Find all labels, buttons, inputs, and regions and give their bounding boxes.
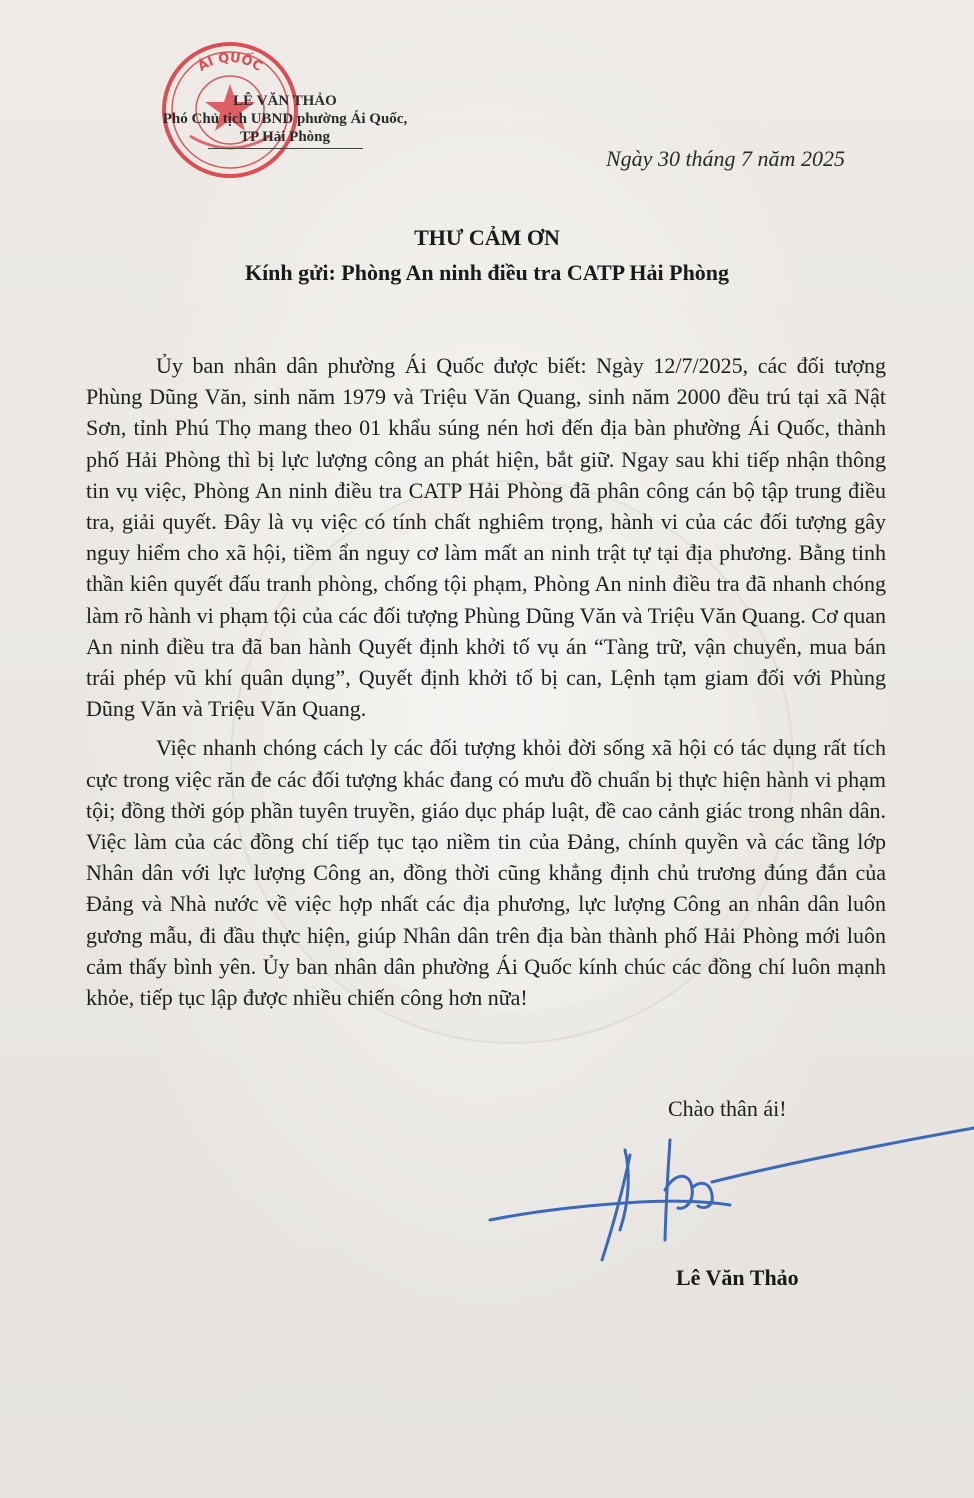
letter-body (86, 350, 886, 1013)
issuer-position: Phó Chủ tịch UBND phường Ái Quốc, (162, 111, 408, 127)
letter-title: THƯ CẢM ƠN (414, 225, 560, 250)
closing-greeting: Chào thân ái! (668, 1096, 787, 1121)
handwritten-signature (480, 1110, 974, 1280)
body-paragraph-1: Ủy ban nhân dân phường Ái Quốc được biết: Ngày 12/7/2025, các đối tượng Phùng Dũng Văn, sinh năm 1979 và Triệu Văn Quang, sinh năm 2000 đều trú tại xã Nật Sơn, tỉnh Phú Thọ mang theo 01 khẩu súng nén hơi đến địa bàn phường Ái Quốc, thành phố Hải Phòng thì bị lực lượng công an phát hiện, bắt giữ. Ngay sau khi tiếp nhận thông tin vụ việc, Phòng An ninh điều tra CATP Hải Phòng đã phân công cán bộ tập trung điều tra, giải quyết. Đây là vụ việc có tính chất nghiêm trọng, hành vi của các đối tượng gây nguy hiểm cho xã hội, tiềm ẩn nguy cơ làm mất an ninh trật tự tại địa phương. Bằng tinh thần kiên quyết đấu tranh phòng, chống tội phạm, Phòng An ninh điều tra đã nhanh chóng làm rõ hành vi phạm tội của các đối tượng Phùng Dũng Văn và Triệu Văn Quang. Cơ quan An ninh điều tra đã ban hành Quyết định khởi tố vụ án “Tàng trữ, vận chuyển, mua bán trái phép vũ khí quân dụng”, Quyết định khởi tố bị can, Lệnh tạm giam đối với Phùng Dũng Văn và Triệu Văn Quang. (86, 353, 886, 722)
svg-text:ÁI QUỐC (195, 50, 265, 75)
issuer-city: TP Hải Phòng (239, 129, 331, 145)
issuer-header (120, 92, 450, 149)
letter-recipient: Kính gửi: Phòng An ninh điều tra CATP Hải Phòng (244, 260, 730, 285)
header-underline (208, 148, 363, 149)
letter-date: Ngày 30 tháng 7 năm 2025 (606, 146, 845, 171)
seal-ring-text: ÁI QUỐC (195, 50, 265, 75)
issuer-name: LÊ VĂN THẢO (233, 93, 337, 109)
body-paragraph-2: Việc nhanh chóng cách ly các đối tượng khỏi đời sống xã hội có tác dụng rất tích cực trong việc răn đe các đối tượng khác đang có mưu đồ chuẩn bị thực hiện hành vi phạm tội; đồng thời góp phần tuyên truyền, giáo dục pháp luật, đề cao cảnh giác trong nhân dân. Việc làm của các đồng chí tiếp tục tạo niềm tin của Đảng, chính quyền và các tầng lớp Nhân dân với lực lượng Công an, đồng thời cũng khẳng định chủ trương đúng đắn của Đảng và Nhà nước về việc hợp nhất các địa phương, lực lượng Công an nhân dân luôn gương mẫu, đi đầu thực hiện, giúp Nhân dân trên địa bàn thành phố Hải Phòng mới luôn cảm thấy bình yên. Ủy ban nhân dân phường Ái Quốc kính chúc các đồng chí luôn mạnh khỏe, tiếp tục lập được nhiều chiến công hơn nữa! (86, 735, 886, 1011)
signer-name: Lê Văn Thảo (676, 1265, 799, 1290)
